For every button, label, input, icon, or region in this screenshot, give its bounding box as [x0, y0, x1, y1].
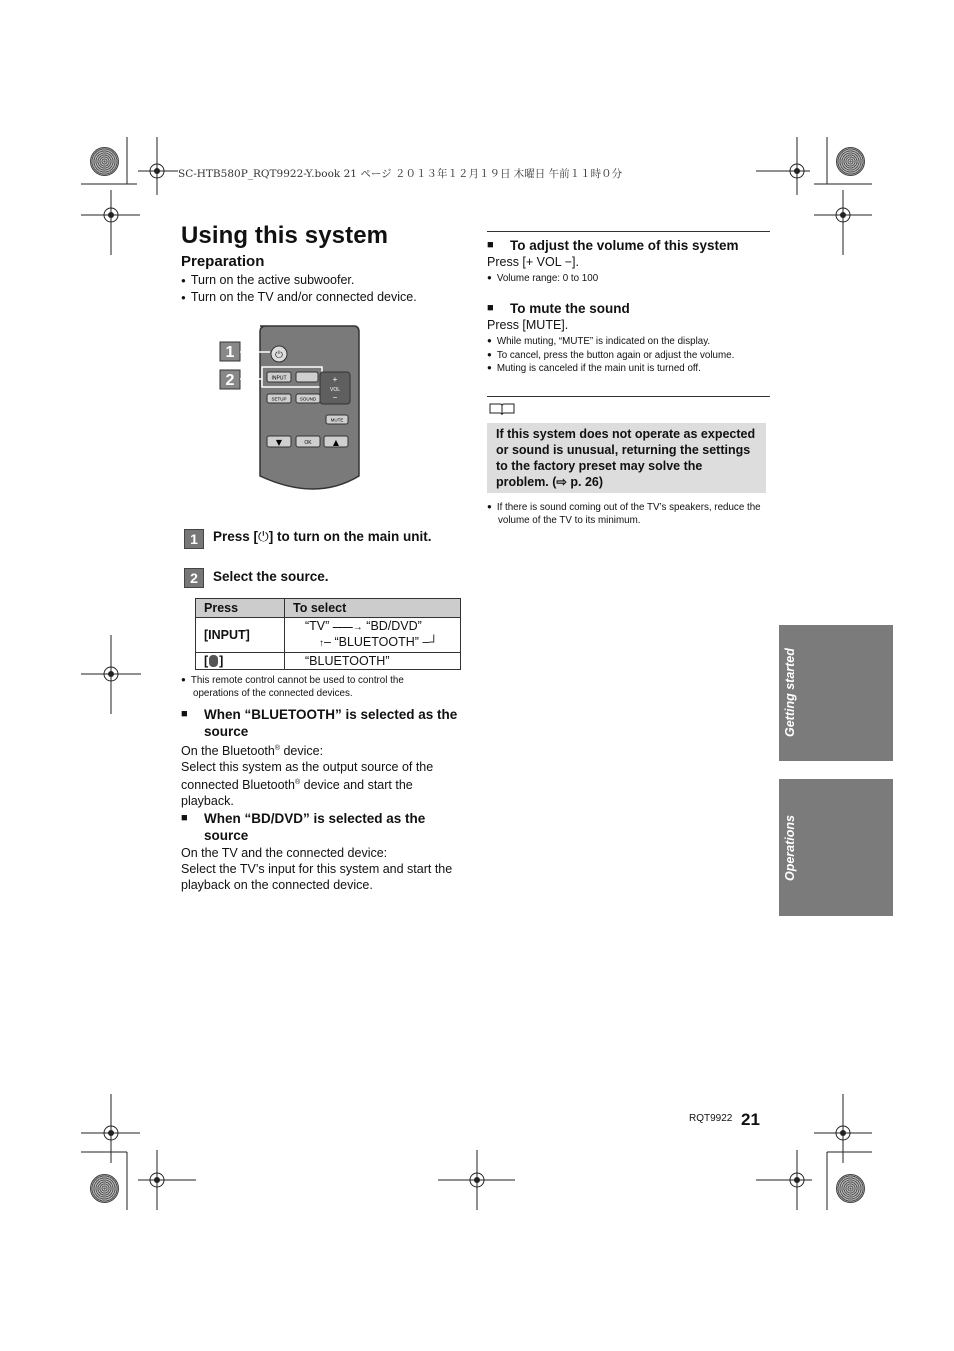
volume-press-text: Press [+ VOL −].	[487, 255, 579, 269]
tab-getting-started-label: Getting started	[783, 648, 797, 737]
svg-text:−: −	[332, 393, 338, 402]
step-2-number: 2	[184, 568, 204, 588]
callout-2-number: 2	[225, 372, 235, 389]
preparation-heading: Preparation	[181, 253, 265, 270]
table-cell-key: [ ]	[196, 653, 285, 670]
mute-note: ● While muting, “MUTE” is indicated on the display.	[487, 334, 710, 348]
tab-getting-started[interactable]	[779, 625, 893, 761]
bluetooth-section-body: On the Bluetooth® device: Select this system as the output source of the connected Bluetooth® device and start the playback.	[181, 744, 434, 809]
table-cell-value: “BLUETOOTH”	[285, 653, 461, 670]
bddvd-section-body: On the TV and the connected device: Select the TV’s input for this system and start the playback on the connected device.	[181, 846, 453, 892]
bluetooth-button	[296, 372, 318, 382]
bluetooth-section-heading: ■ When “BLUETOOTH” is selected as the source	[181, 707, 458, 739]
svg-text:▼: ▼	[275, 438, 283, 447]
svg-text:OK: OK	[304, 440, 312, 446]
book-header-line: SC-HTB580P_RQT9922-Y.book 21 ページ ２０１３年１２月１９日 木曜日 午前１１時０分	[178, 168, 623, 180]
svg-text:SOUND: SOUND	[299, 396, 317, 402]
step-2-text: Select the source.	[213, 569, 329, 584]
callout-1-number: 1	[225, 344, 235, 361]
table-note: ● This remote control cannot be used to control the operations of the connected devices.	[181, 673, 438, 700]
source-table	[195, 598, 461, 670]
table-cell-value: “TV” ⎯⎯⎯⎯→ “BD/DVD” ↑– “BLUETOOTH” –┘	[285, 618, 461, 653]
preparation-item: ● Turn on the TV and/or connected device.	[181, 289, 417, 306]
divider	[487, 396, 770, 397]
mute-note: ● Muting is canceled if the main unit is turned off.	[487, 361, 701, 375]
page-number: 21	[741, 1110, 760, 1129]
step-1-number: 1	[184, 529, 204, 549]
divider	[487, 231, 770, 232]
svg-text:VOL: VOL	[329, 387, 341, 393]
registration-disc	[90, 147, 119, 176]
svg-text:▲: ▲	[332, 438, 340, 447]
step-1-text: Press [⏻] to turn on the main unit.	[213, 529, 432, 545]
registration-disc	[90, 1174, 119, 1203]
tab-operations[interactable]	[779, 779, 893, 916]
note-book-icon	[489, 402, 515, 416]
registration-disc	[836, 147, 865, 176]
speaker-note: ● If there is sound coming out of the TV’s speakers, reduce the volume of the TV to its minimum.	[487, 500, 778, 527]
volume-note: ● Volume range: 0 to 100	[487, 271, 598, 285]
bddvd-section-heading: ■ When “BD/DVD” is selected as the source	[181, 811, 426, 843]
power-icon: ⏻	[258, 529, 269, 545]
remote-control-illustration	[216, 322, 366, 500]
mute-note: ● To cancel, press the button again or adjust the volume.	[487, 348, 734, 362]
bluetooth-icon	[209, 655, 218, 667]
mute-section-heading: ■ To mute the sound	[487, 301, 630, 316]
table-header: To select	[285, 599, 461, 618]
mute-press-text: Press [MUTE].	[487, 318, 569, 332]
svg-text:MUTE: MUTE	[330, 417, 344, 423]
volume-section-heading: ■ To adjust the volume of this system	[487, 238, 739, 253]
page-title: Using this system	[181, 222, 389, 249]
table-header: Press	[196, 599, 285, 618]
document-code: RQT9922	[689, 1113, 733, 1124]
registration-disc	[836, 1174, 865, 1203]
svg-text:+: +	[332, 375, 338, 384]
table-cell-key: [INPUT]	[196, 618, 285, 653]
svg-text:INPUT: INPUT	[271, 375, 287, 382]
svg-text:⏻: ⏻	[275, 350, 283, 361]
note-box-text: If this system does not operate as expected or sound is unusual, returning the settings to the factory preset may solve the problem. (⇨ p. 26)	[496, 427, 756, 489]
svg-text:SETUP: SETUP	[271, 396, 287, 402]
preparation-item: ● Turn on the active subwoofer.	[181, 272, 354, 289]
tab-operations-label: Operations	[783, 815, 797, 881]
